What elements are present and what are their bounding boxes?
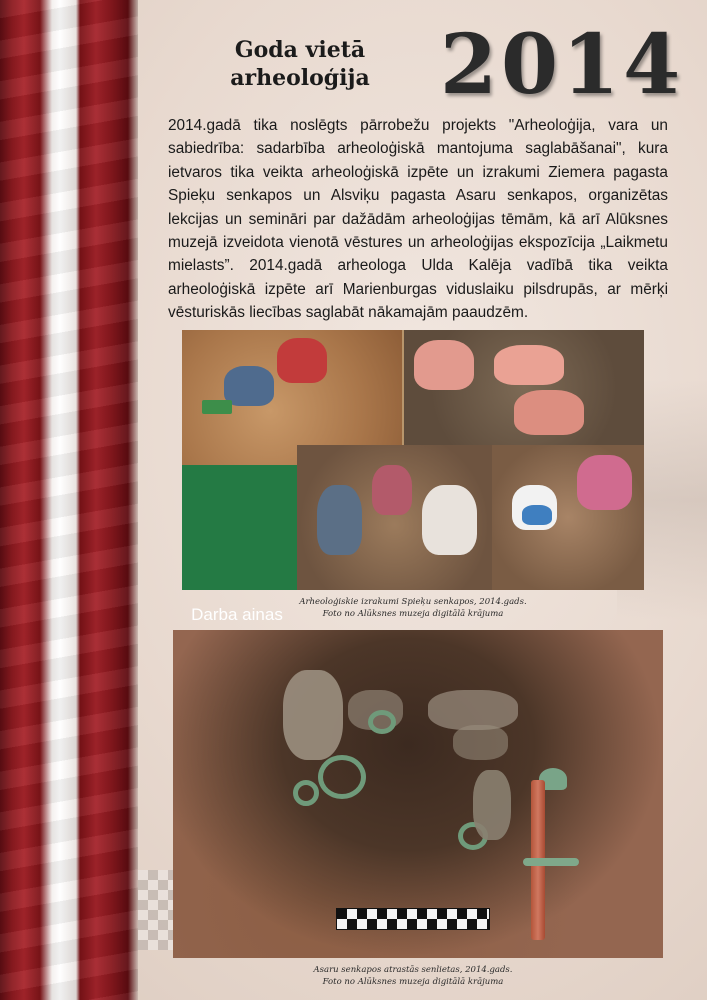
background-checker-pattern <box>138 870 178 950</box>
photo-hands-brushing <box>404 330 644 445</box>
collage-caption-line-1: Arheoloģiskie izrakumi Spieķu senkapos, 2014.gads. <box>299 597 527 607</box>
grave-photo-caption <box>182 964 644 988</box>
photo-volunteers-digging <box>492 445 644 590</box>
collage-label: Darba ainas <box>191 605 283 624</box>
sword-crossguard <box>523 858 579 866</box>
grave-artifacts-photo <box>173 630 663 958</box>
page-title <box>220 36 380 92</box>
photo-scale-bar <box>336 908 490 930</box>
collage-caption-line-2: Foto no Alūksnes muzeja digitālā krājuma <box>322 609 504 619</box>
grave-caption-line-1: Asaru senkapos atrastās senlietas, 2014.gads. <box>313 965 513 975</box>
title-line-2: arheoloģija <box>230 65 370 91</box>
latvian-flag-ribbon <box>0 0 138 1000</box>
collage-caption <box>182 596 644 620</box>
year-heading: 2014 <box>440 17 685 113</box>
photo-team-at-site <box>297 445 492 590</box>
logo-panel <box>182 465 297 624</box>
body-paragraph: 2014.gadā tika noslēgts pārrobežu projekts "Arheoloģija, vara un sabiedrība: sadarbība arheoloģiskā mantojuma saglabāšanai", kura ietvaros tika veikta arheoloģiskā izpēte un izrakumi Ziemera pagasta Spieķu senkapos un Alsviķu pagasta Asaru senkapos, organizētas lekcijas un semināri par dažādām arheoloģijas tēmām, kā arī Alūksnes muzejā izveidota vienotā vēstures un arheoloģijas ekspozīcija „Laikmetu mielasts”. 2014.gadā arheologa Ulda Kalēja vadībā tika veikta arheoloģiskā izpēte arī Marienburgas viduslaiku pilsdrupās, ar mērķi vēsturiskās liecības saglabāt nākamajām paaudzēm. <box>168 117 668 322</box>
grave-caption-line-2: Foto no Alūksnes muzeja digitālā krājuma <box>322 977 504 987</box>
title-line-1: Goda vietā <box>234 37 366 63</box>
